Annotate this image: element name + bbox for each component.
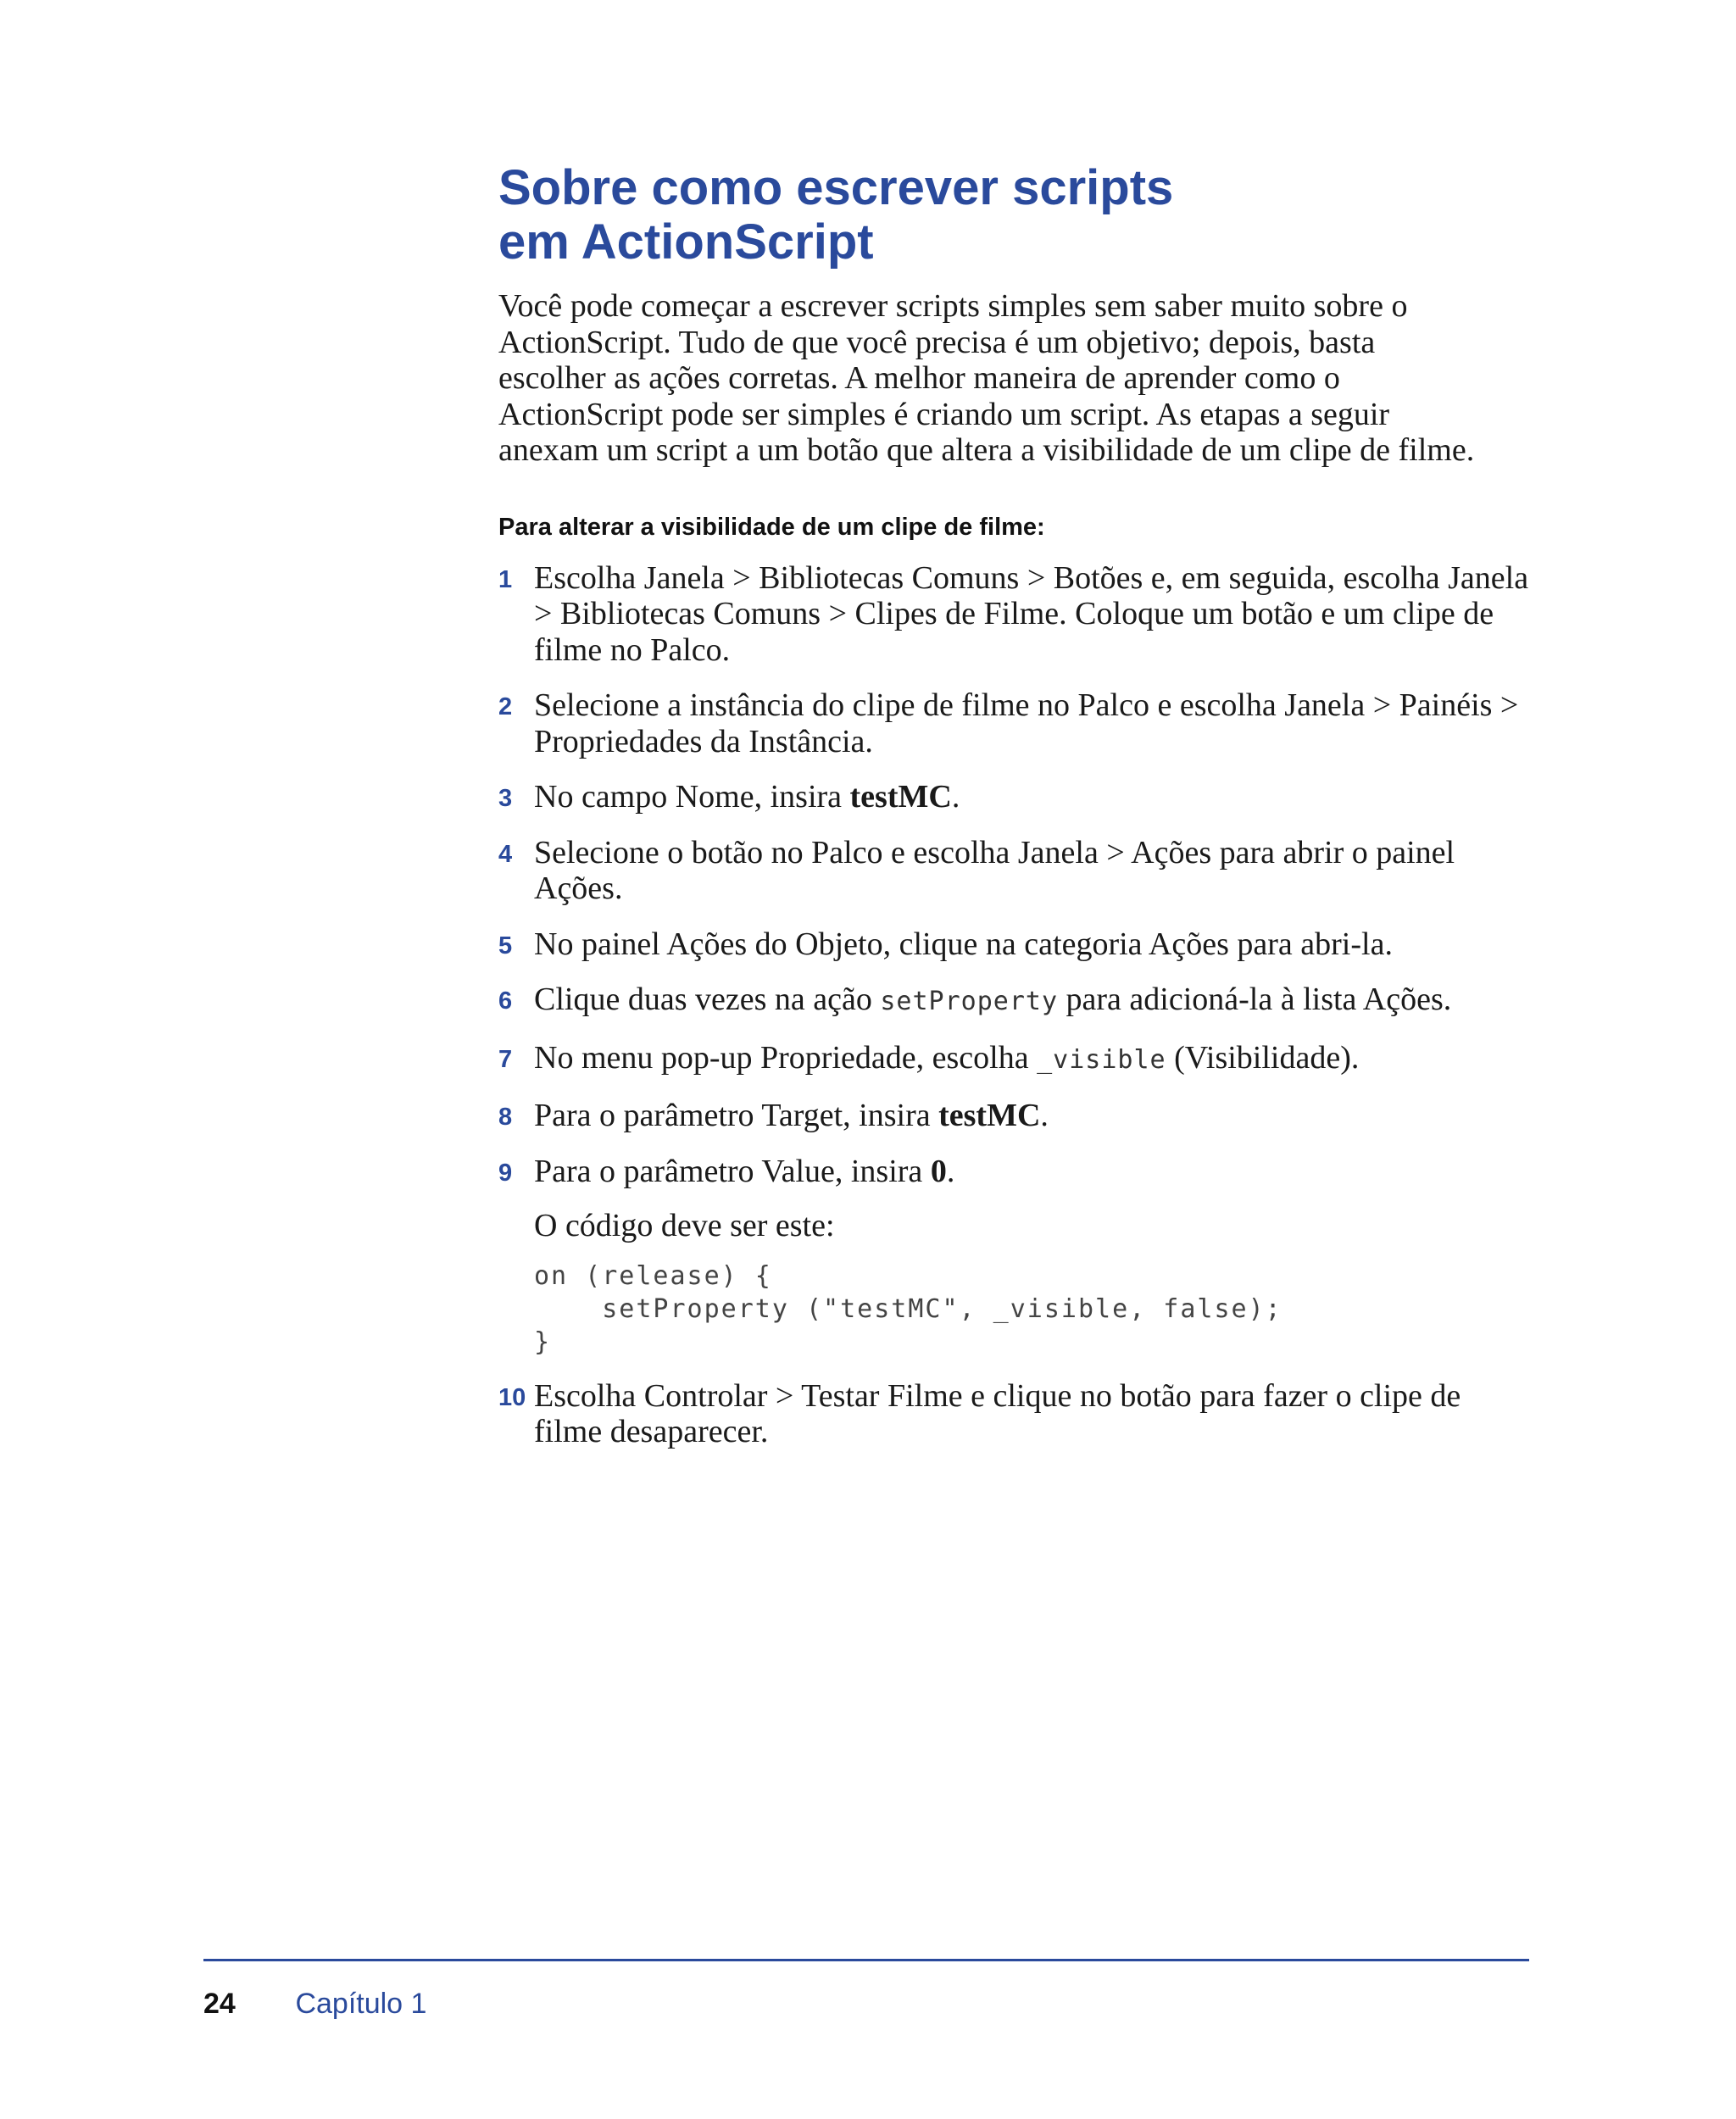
main-content [498, 161, 1533, 1470]
step-6 [498, 982, 1533, 1021]
procedure-heading: Para alterar a visibilidade de um clipe de filme: [498, 513, 1045, 541]
step-text [534, 982, 1533, 1021]
page-footer [203, 1988, 426, 2021]
step-text-part: . [946, 1153, 955, 1189]
step-text [534, 1098, 1533, 1134]
step-number: 3 [498, 785, 513, 812]
step-8 [498, 1098, 1533, 1134]
step-bold-value: 0 [930, 1153, 947, 1189]
step-text-part: . [951, 779, 960, 815]
steps-list [498, 560, 1533, 1450]
page-number: 24 [203, 1988, 236, 2020]
step-10 [498, 1378, 1533, 1450]
chapter-label: Capítulo 1 [295, 1988, 427, 2020]
step-text: Selecione a instância do clipe de filme no Palco e escolha Janela > Painéis > Propriedades da Instância. [534, 687, 1519, 759]
step-number: 1 [498, 565, 513, 593]
step-5 [498, 926, 1533, 963]
footer-divider [203, 1959, 1529, 1961]
step-number: 10 [498, 1383, 526, 1411]
inline-code: _visible [1037, 1044, 1166, 1075]
step-text [534, 1154, 1533, 1190]
intro-paragraph: Você pode começar a escrever scripts simples sem saber muito sobre o ActionScript. Tudo de que você precisa é um objetivo; depois, basta escolher as ações corretas. A melhor maneira de aprender como o ActionScript pode ser simples é criando um script. As etapas a seguir anexam um script a um botão que altera a visibilidade de um clipe de filme. [498, 288, 1475, 468]
inline-code: setProperty [880, 987, 1059, 1016]
step-text: Selecione o botão no Palco e escolha Janela > Ações para abrir o painel Ações. [534, 834, 1455, 906]
step-text-part: Para o parâmetro Value, insira [534, 1153, 931, 1189]
code-block [534, 1260, 1533, 1359]
step-1 [498, 560, 1533, 669]
step-number: 5 [498, 932, 513, 959]
step-4 [498, 835, 1533, 907]
step-number: 4 [498, 840, 513, 868]
page-title-line-2: em ActionScript [498, 214, 874, 270]
step-text [534, 1040, 1533, 1079]
step-number: 6 [498, 987, 513, 1015]
step-2 [498, 687, 1533, 759]
step-3 [498, 779, 1533, 815]
step-text [534, 779, 1533, 815]
step-number: 2 [498, 693, 513, 720]
step-text-part: No campo Nome, insira [534, 779, 850, 815]
step-number: 9 [498, 1159, 513, 1187]
step-text: No painel Ações do Objeto, clique na categoria Ações para abri-la. [534, 926, 1393, 962]
step-text: Escolha Janela > Bibliotecas Comuns > Botões e, em seguida, escolha Janela > Bibliotecas Comuns > Clipes de Filme. Coloque um botão e um clipe de filme no Palco. [534, 559, 1529, 668]
page-title [498, 161, 1533, 270]
code-intro-text: O código deve ser este: [534, 1208, 835, 1243]
code-line: } [534, 1326, 552, 1357]
step-number: 7 [498, 1045, 513, 1073]
step-text-part: (Visibilidade). [1166, 1039, 1360, 1076]
step-text-part: Para o parâmetro Target, insira [534, 1098, 939, 1133]
step-bold-value: testMC [849, 779, 952, 815]
step-7 [498, 1040, 1533, 1079]
code-line: on (release) { [534, 1260, 772, 1291]
step-text-part: No menu pop-up Propriedade, escolha [534, 1039, 1038, 1076]
step-bold-value: testMC [938, 1098, 1041, 1133]
step-text-part: . [1040, 1098, 1049, 1133]
step-number: 8 [498, 1104, 513, 1131]
step-text-part: para adicioná-la à lista Ações. [1058, 982, 1452, 1017]
code-line: setProperty ("testMC", _visible, false); [534, 1293, 1283, 1324]
step-text: Escolha Controlar > Testar Filme e clique no botão para fazer o clipe de filme desaparecer. [534, 1377, 1461, 1449]
step-text-part: Clique duas vezes na ação [534, 982, 881, 1017]
page-title-line-1: Sobre como escrever scripts [498, 160, 1174, 215]
step-9 [498, 1154, 1533, 1359]
